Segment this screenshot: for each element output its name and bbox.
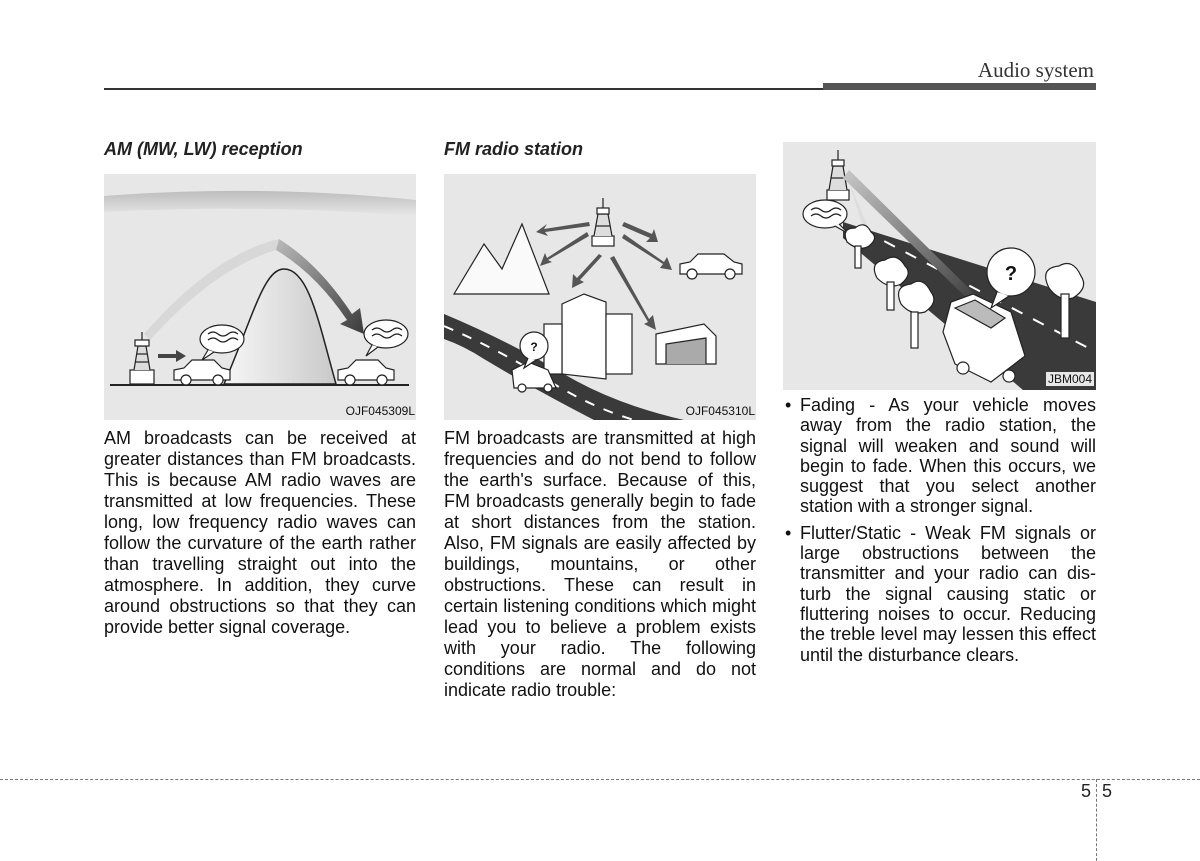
question-mark: ? — [1004, 263, 1018, 285]
page-number: 5 — [1102, 781, 1113, 801]
footer-rule — [0, 779, 1200, 780]
question-mark: ? — [530, 340, 538, 354]
signal-arrow-small — [158, 350, 186, 362]
tunnel-icon — [656, 324, 716, 364]
chapter-number: 5 — [1081, 781, 1092, 801]
fm-heading: FM radio station — [444, 139, 583, 159]
list-item: • Fading - As your vehicle moves away from the radio station, the signal will weaken and sound will begin to fade. When this occurs, we suggest that you select another station with a stronger signal. — [783, 395, 1096, 517]
footer-divider — [1096, 779, 1097, 861]
am-figure — [104, 174, 416, 420]
sound-bubble-icon — [803, 200, 849, 234]
figure-code: JBM004 — [1047, 372, 1092, 386]
ionosphere-band — [104, 191, 416, 216]
radio-tower-icon — [130, 332, 154, 384]
header-title: Audio system — [977, 58, 1094, 82]
am-illustration — [104, 174, 416, 420]
am-heading: AM (MW, LW) reception — [104, 139, 303, 159]
list-item: • Flutter/Static - Weak FM signals or large obstructions between the transmitter and your radio can disturb the signal causing static or fluttering noises to occur. Reducing the treble level may lessen this effect until the disturbance clears. — [783, 523, 1096, 665]
mountain — [224, 269, 336, 384]
car-icon — [338, 360, 394, 385]
fading-illustration — [783, 142, 1096, 390]
car-icon — [680, 254, 742, 279]
figure-code: OJF045310L — [685, 404, 755, 418]
sound-bubble-icon — [364, 320, 408, 356]
car-icon — [174, 360, 230, 385]
fm-figure — [444, 174, 756, 420]
buildings-icon — [544, 294, 632, 379]
am-body-text: AM broadcasts can be received at greater distances than FM broadcasts. This is because AM radio waves are transmitted at low frequencies. These long, low frequency radio waves can follow the curvature of the earth rather than travelling straight out into the atmosphere. In addition, they curve around obstructions so that they can provide better signal coverage. — [104, 428, 416, 637]
fm-body-text: FM broadcasts are transmitted at high frequencies and do not bend to follow the earth's surface. Because of this, FM broadcasts generally begin to fade at short distances from the station. Also, FM signals are easily affected by buildings, mountains, or other obstructions. These can result in certain listening conditions which might lead you to believe a problem exists with your radio. The following conditions are normal and do not indicate radio trouble: — [444, 428, 756, 700]
radio-tower-icon — [592, 198, 614, 246]
mountain — [454, 224, 549, 294]
fm-illustration — [444, 174, 756, 420]
fm-conditions-list — [783, 395, 1096, 671]
fading-figure — [783, 142, 1096, 390]
header-rule-accent — [823, 83, 1096, 90]
figure-code: OJF045309L — [345, 404, 415, 418]
